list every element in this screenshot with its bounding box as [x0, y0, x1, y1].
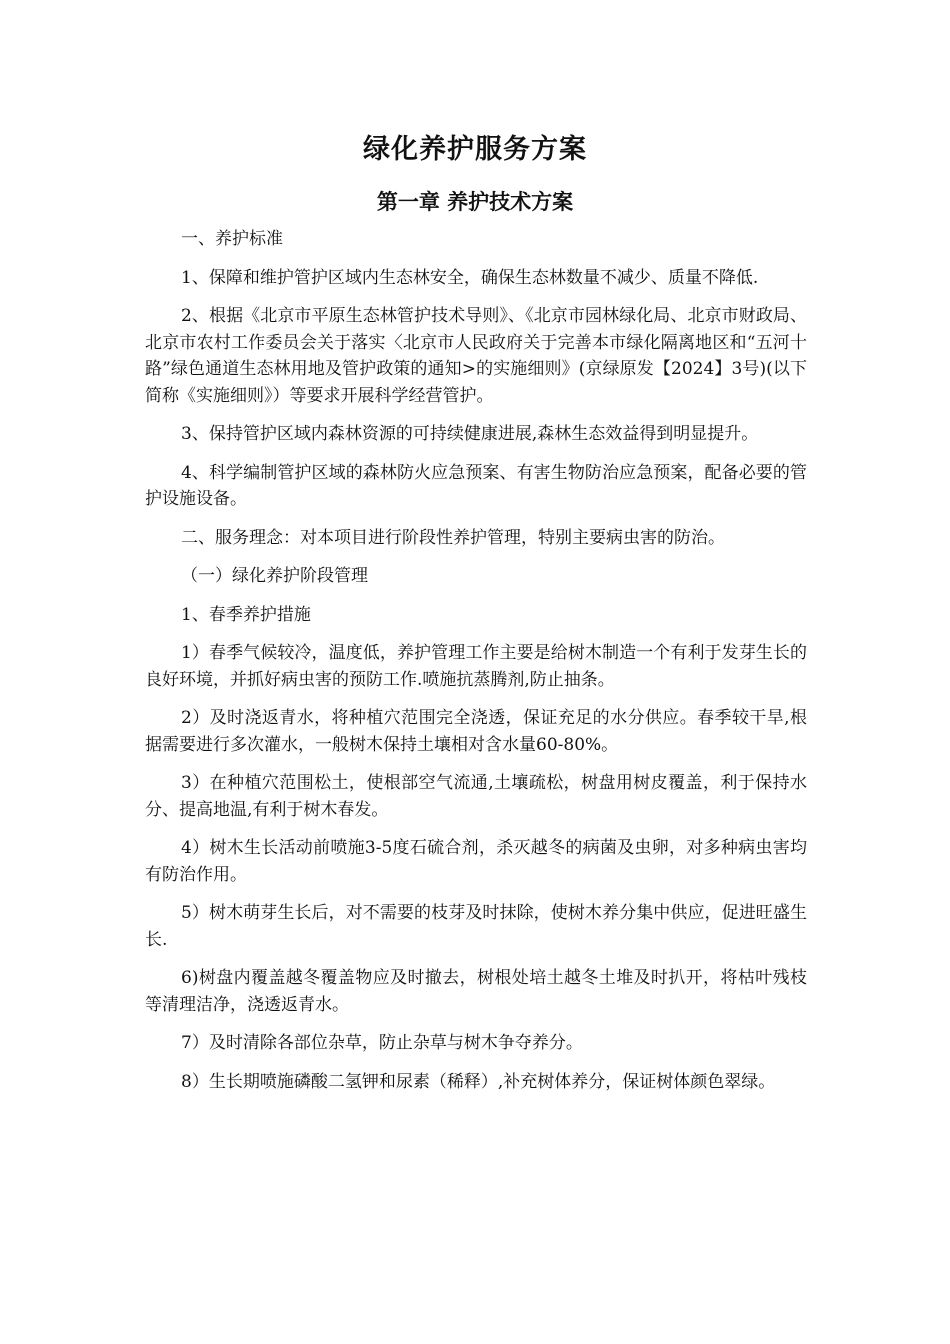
document-body — [145, 226, 807, 1107]
section-heading-standards: 一、养护标准 — [181, 229, 283, 249]
paragraph: 4）树木生长活动前喷施3-5度石硫合剂，杀灭越冬的病菌及虫卵，对多种病虫害均有防治作用。 — [145, 838, 807, 885]
paragraph: 3、保持管护区域内森林资源的可持续健康进展,森林生态效益得到明显提升。 — [181, 424, 759, 444]
paragraph: 4、科学编制管护区域的森林防火应急预案、有害生物防治应急预案，配备必要的管护设施设备。 — [145, 462, 807, 509]
paragraph: 8）生长期喷施磷酸二氢钾和尿素（稀释）,补充树体养分，保证树体颜色翠绿。 — [181, 1071, 776, 1092]
section-heading-service-concept: 二、服务理念：对本项目进行阶段性养护管理，特别主要病虫害的防治。 — [181, 527, 725, 548]
subsection-heading-spring-measures: 1、春季养护措施 — [181, 604, 311, 625]
paragraph: 2）及时浇返青水，将种植穴范围完全浇透，保证充足的水分供应。春季较干旱,根据需要进行多次灌水，一般树木保持土壤相对含水量60-80%。 — [145, 708, 807, 755]
paragraph: 7）及时清除各部位杂草，防止杂草与树木争夺养分。 — [181, 1033, 583, 1053]
document-title: 绿化养护服务方案 — [363, 134, 587, 165]
paragraph: 3）在种植穴范围松土，使根部空气流通,土壤疏松，树盘用树皮覆盖，利于保持水分、提高地温,有利于树木春发。 — [145, 773, 807, 820]
paragraph: 2、根据《北京市平原生态林管护技术导则》、《北京市园林绿化局、北京市财政局、北京市农村工作委员会关于落实〈北京市人民政府关于完善本市绿化隔离地区和“五河十路”绿色通道生态林用地及管护政策的通知>的实施细则》(京绿原发【2024】3号)(以下简称《实施细则》）等要求开展科学经营管护。 — [145, 306, 807, 406]
subsection-heading-stage-management: （一）绿化养护阶段管理 — [181, 566, 368, 586]
paragraph: 6)树盘内覆盖越冬覆盖物应及时撤去，树根处培土越冬土堆及时扒开，将枯叶残枝等清理洁净，浇透返青水。 — [145, 968, 807, 1015]
chapter-title: 第一章 养护技术方案 — [376, 189, 574, 214]
paragraph: 5）树木萌芽生长后，对不需要的枝芽及时抹除，使树木养分集中供应，促进旺盛生长. — [145, 903, 807, 950]
paragraph: 1、保障和维护管护区域内生态林安全，确保生态林数量不减少、质量不降低. — [181, 267, 759, 288]
paragraph: 1）春季气候较冷，温度低，养护管理工作主要是给树木制造一个有利于发芽生长的良好环境，并抓好病虫害的预防工作.喷施抗蒸腾剂,防止抽条。 — [145, 643, 807, 690]
